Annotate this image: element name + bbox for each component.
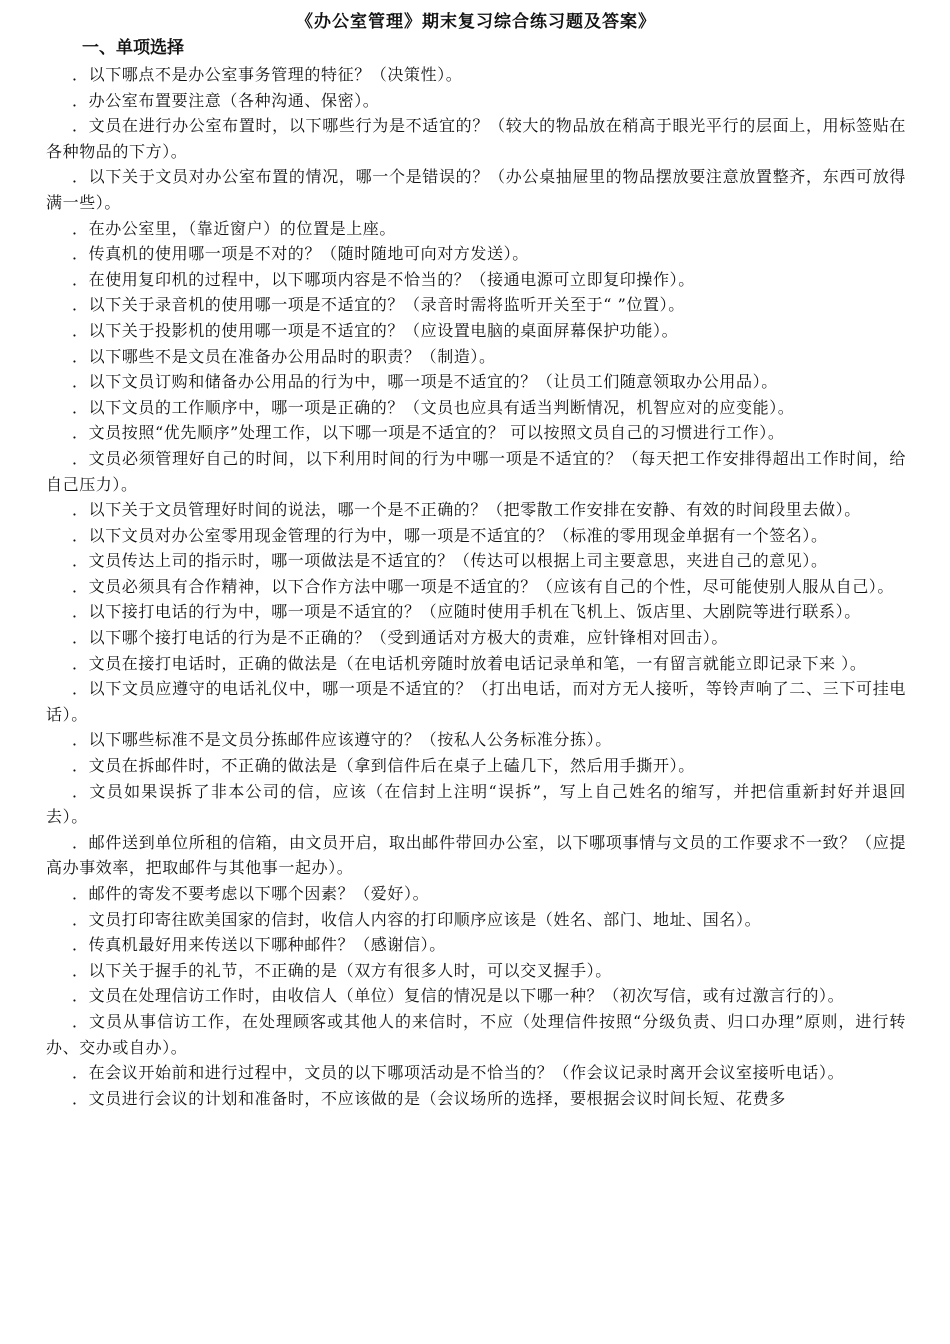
question-item: ．文员在接打电话时，正确的做法是（在电话机旁随时放着电话记录单和笔，一有留言就能立即记录下来 ）。 bbox=[72, 653, 867, 673]
question-item: ．以下关于文员对办公室布置的情况，哪一个是错误的？（办公桌抽屉里的物品摆放要注意放置整齐，东西可放得满一些）。 bbox=[46, 167, 906, 212]
question-item: ．以下哪些标准不是文员分拣邮件应该遵守的？（按私人公务标准分拣）。 bbox=[72, 730, 612, 750]
question-item: ．以下哪点不是办公室事务管理的特征？（决策性）。 bbox=[72, 65, 463, 84]
document-title: 《办公室管理》期末复习综合练习题及答案》 bbox=[296, 12, 656, 32]
question-item: ．以下文员订购和储备办公用品的行为中，哪一项是不适宜的？（让员工们随意领取办公用品）。 bbox=[72, 372, 778, 392]
question-item: ．以下文员对办公室零用现金管理的行为中，哪一项是不适宜的？（标准的零用现金单据有一个签名）。 bbox=[72, 525, 828, 545]
question-item: ．以下关于投影机的使用哪一项是不适宜的？（应设置电脑的桌面屏幕保护功能）。 bbox=[72, 320, 679, 340]
section-heading: 一、单项选择 bbox=[82, 38, 184, 58]
question-item: ．文员必须管理好自己的时间，以下利用时间的行为中哪一项是不适宜的？（每天把工作安排得超出工作时间，给自己压力）。 bbox=[46, 448, 906, 494]
question-item: ．文员传达上司的指示时，哪一项做法是不适宜的？（传达可以根据上司主要意思，夹进自己的意见）。 bbox=[72, 551, 828, 571]
question-item: ．在使用复印机的过程中，以下哪项内容是不恰当的？（接通电源可立即复印操作）。 bbox=[72, 269, 695, 289]
question-item: ．以下接打电话的行为中，哪一项是不适宜的？（应随时使用手机在飞机上、饭店里、大剧院等进行联系）。 bbox=[72, 602, 861, 622]
question-item: ．以下哪些不是文员在准备办公用品时的职责？（制造）。 bbox=[72, 346, 496, 366]
question-item: ．以下文员的工作顺序中，哪一项是正确的？（文员也应具有适当判断情况，机智应对的应变能）。 bbox=[72, 397, 795, 417]
question-item: ．文员如果误拆了非本公司的信，应该（在信封上注明“误拆”，写上自己姓名的缩写，并把信重新封好并退回去）。 bbox=[46, 781, 906, 827]
question-item: ．文员打印寄往欧美国家的信封，收信人内容的打印顺序应该是（姓名、部门、地址、国名）。 bbox=[72, 909, 762, 929]
question-item: ．在会议开始前和进行过程中，文员的以下哪项活动是不恰当的？（作会议记录时离开会议室接听电话）。 bbox=[72, 1063, 845, 1083]
question-item: ．以下文员应遵守的电话礼仪中，哪一项是不适宜的？（打出电话，而对方无人接听，等铃声响了二、三下可挂电话）。 bbox=[46, 679, 906, 724]
question-item: ．传真机最好用来传送以下哪种邮件？（感谢信）。 bbox=[72, 935, 446, 955]
question-item: ．文员必须具有合作精神，以下合作方法中哪一项是不适宜的？（应该有自己的个性，尽可能使别人服从自己）。 bbox=[72, 576, 895, 596]
question-list bbox=[46, 62, 906, 1111]
question-item: ．以下关于录音机的使用哪一项是不适宜的？（录音时需将监听开关至于“ ”位置）。 bbox=[72, 295, 685, 315]
question-item: ．以下关于文员管理好时间的说法，哪一个是不正确的？（把零散工作安排在安静、有效的时间段里去做）。 bbox=[72, 500, 861, 520]
question-item: ．传真机的使用哪一项是不对的？（随时随地可向对方发送）。 bbox=[72, 244, 529, 264]
question-item: ．文员在处理信访工作时，由收信人（单位）复信的情况是以下哪一种？（初次写信，或有过激言行的）。 bbox=[72, 986, 845, 1006]
question-item: ．邮件的寄发不要考虑以下哪个因素？（爱好）。 bbox=[72, 884, 430, 903]
question-item: ．以下关于握手的礼节，不正确的是（双方有很多人时，可以交叉握手）。 bbox=[72, 960, 612, 980]
question-item: ．文员进行会议的计划和准备时，不应该做的是（会议场所的选择，要根据会议时间长短、花费多 bbox=[72, 1088, 786, 1108]
question-item: ．文员按照“优先顺序”处理工作，以下哪一项是不适宜的？ 可以按照文员自己的习惯进行工作）。 bbox=[72, 423, 785, 443]
question-item: ．在办公室里，（靠近窗户）的位置是上座。 bbox=[72, 218, 397, 238]
question-item: ．文员在拆邮件时，不正确的做法是（拿到信件后在桌子上磕几下，然后用手撕开）。 bbox=[72, 756, 695, 776]
question-item: ．邮件送到单位所租的信箱，由文员开启，取出邮件带回办公室，以下哪项事情与文员的工作要求不一致？（应提高办事效率，把取邮件与其他事一起办）。 bbox=[46, 832, 906, 878]
question-item: ．文员在进行办公室布置时，以下哪些行为是不适宜的？（较大的物品放在稍高于眼光平行的层面上，用标签贴在各种物品的下方）。 bbox=[46, 116, 906, 161]
question-item: ．办公室布置要注意（各种沟通、保密）。 bbox=[72, 90, 380, 110]
question-item: ．文员从事信访工作，在处理顾客或其他人的来信时，不应（处理信件按照“分级负责、归口办理”原则，进行转办、交办或自办）。 bbox=[46, 1011, 906, 1057]
question-item: ．以下哪个接打电话的行为是不正确的？（受到通话对方极大的责难，应针锋相对回击）。 bbox=[72, 628, 729, 648]
